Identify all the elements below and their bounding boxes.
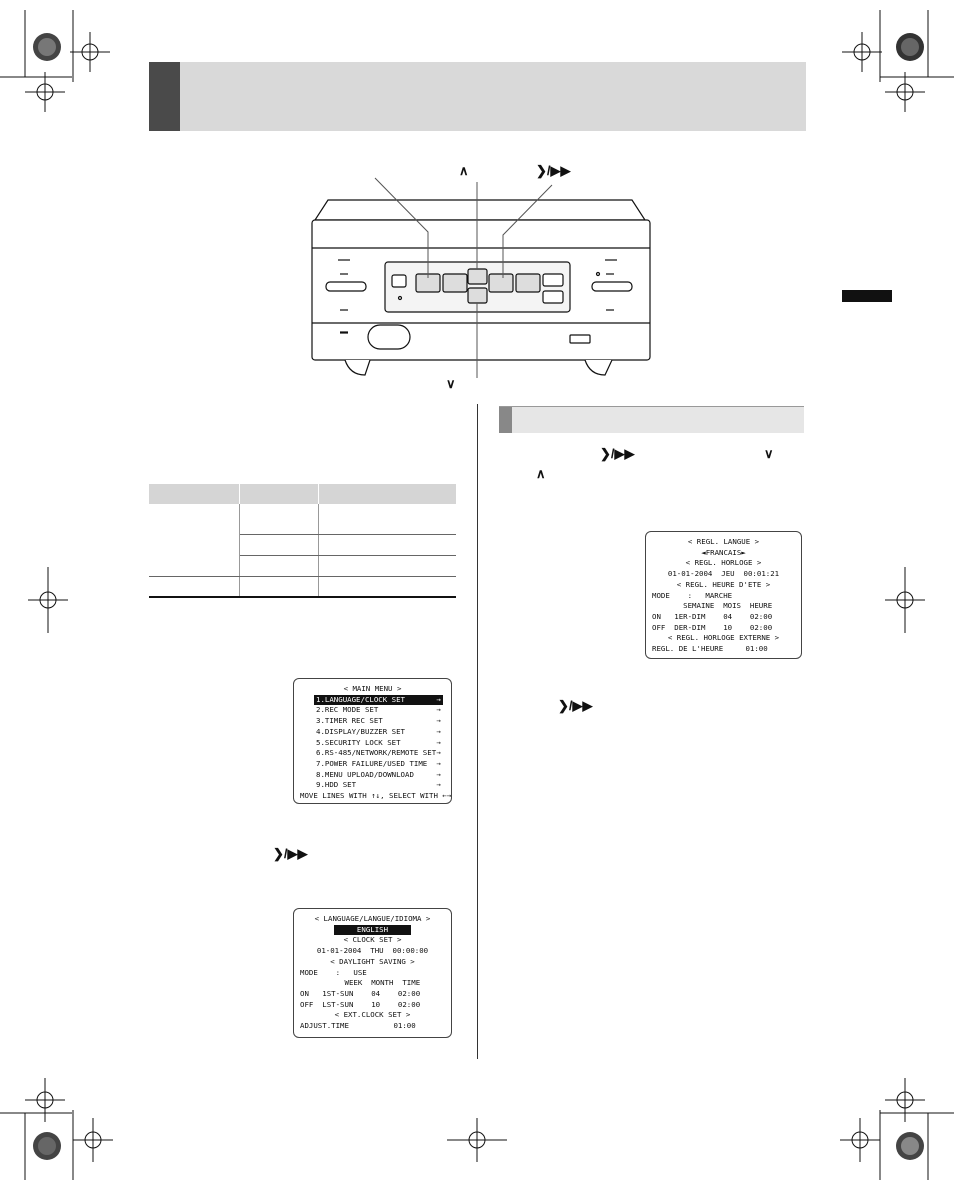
en-ext-clock-heading: < EXT.CLOCK SET > [334, 1010, 411, 1020]
fr-clock-heading: < REGL. HORLOGE > [685, 558, 762, 568]
fr-language-value: ◄FRANCAIS► [701, 547, 746, 557]
forward-button-icon: ❯/▶▶ [273, 846, 308, 861]
language-clock-screen-french [645, 531, 802, 659]
forward-button-icon: ❯/▶▶ [536, 163, 571, 178]
main-menu-item-label: 2.REC MODE SET [316, 705, 379, 715]
arrow-right-icon: → [436, 705, 441, 715]
chapter-side-tab [842, 290, 892, 302]
arrow-right-icon: → [436, 748, 441, 758]
table-header-cell-3 [319, 484, 457, 504]
main-menu-item-label: 6.RS-485/NETWORK/REMOTE SET [316, 748, 437, 758]
en-clock-value: 01-01-2004 THU 00:00:00 [316, 946, 429, 956]
en-off-line: OFF LST-SUN 10 02:00 [300, 999, 421, 1009]
table-row [149, 504, 456, 535]
fr-mode-line: MODE : MARCHE [652, 590, 733, 600]
main-menu-item[interactable] [314, 759, 443, 770]
en-columns-line: WEEK MONTH TIME [300, 978, 421, 988]
fr-adjust-line: REGL. DE L'HEURE 01:00 [652, 644, 768, 654]
arrow-right-icon: → [436, 716, 441, 726]
subsection-header-bar [499, 406, 804, 433]
fr-clock-value: 01-01-2004 JEU 00:01:21 [667, 569, 780, 579]
fr-daylight-heading: < REGL. HEURE D'ETE > [676, 579, 771, 589]
table-header-row [149, 484, 456, 504]
fr-off-line: OFF DER-DIM 10 02:00 [652, 622, 773, 632]
main-menu-item[interactable] [314, 770, 443, 781]
main-menu-item-label: 3.TIMER REC SET [316, 716, 383, 726]
main-menu-item-label: 4.DISPLAY/BUZZER SET [316, 726, 405, 736]
main-menu-item[interactable] [314, 748, 443, 759]
arrow-right-icon: → [436, 758, 441, 768]
language-clock-screen-english [293, 908, 452, 1038]
en-adjust-line: ADJUST.TIME 01:00 [300, 1021, 416, 1031]
arrow-right-icon: → [436, 694, 441, 704]
main-menu-title: < MAIN MENU > [343, 684, 402, 693]
table-header-cell-1 [149, 484, 240, 504]
up-button-icon: ∧ [536, 466, 546, 481]
main-menu-item-label: 5.SECURITY LOCK SET [316, 737, 401, 747]
table-row [149, 535, 456, 556]
down-button-icon: ∨ [446, 376, 456, 391]
fr-on-line: ON 1ER-DIM 04 02:00 [652, 611, 773, 621]
settings-table [149, 484, 456, 598]
main-menu-item[interactable] [314, 727, 443, 738]
main-menu-item-label: 8.MENU UPLOAD/DOWNLOAD [316, 769, 414, 779]
up-button-icon: ∧ [459, 163, 469, 178]
en-line-title: < LANGUAGE/LANGUE/IDIOMA > [314, 914, 431, 923]
arrow-right-icon: → [436, 769, 441, 779]
main-menu-footer: MOVE LINES WITH ↑↓, SELECT WITH ←→ [300, 791, 452, 801]
main-menu-item-label: 9.HDD SET [316, 780, 357, 790]
main-menu-item[interactable] [314, 695, 443, 706]
main-menu-items [294, 695, 451, 791]
arrow-right-icon: → [436, 780, 441, 790]
fr-line-title: < REGL. LANGUE > [687, 537, 760, 546]
table-row [149, 556, 456, 577]
recorder-front-panel-illustration [300, 170, 660, 380]
main-menu-item[interactable] [314, 738, 443, 749]
main-menu-item[interactable] [314, 780, 443, 791]
section-header-band [149, 62, 806, 131]
en-on-line: ON 1ST-SUN 04 02:00 [300, 988, 421, 998]
table-header-cell-2 [240, 484, 319, 504]
main-menu-item-label: 1.LANGUAGE/CLOCK SET [316, 694, 405, 704]
fr-ext-clock-heading: < REGL. HORLOGE EXTERNE > [667, 633, 780, 643]
main-menu-item-label: 7.POWER FAILURE/USED TIME [316, 758, 428, 768]
fr-columns-line: SEMAINE MOIS HEURE [652, 601, 773, 611]
main-menu-screen [293, 678, 452, 804]
arrow-right-icon: → [436, 726, 441, 736]
main-menu-item[interactable] [314, 705, 443, 716]
main-menu-item[interactable] [314, 716, 443, 727]
section-header-tab [149, 62, 180, 131]
table-row [149, 577, 456, 598]
en-clock-heading: < CLOCK SET > [343, 935, 402, 945]
down-button-icon: ∨ [764, 446, 774, 461]
forward-button-icon: ❯/▶▶ [600, 446, 635, 461]
forward-button-icon: ❯/▶▶ [558, 698, 593, 713]
column-divider [477, 404, 478, 1059]
en-daylight-heading: < DAYLIGHT SAVING > [330, 956, 415, 966]
arrow-right-icon: → [436, 737, 441, 747]
en-mode-line: MODE : USE [300, 967, 367, 977]
en-language-value: ENGLISH [334, 925, 411, 936]
